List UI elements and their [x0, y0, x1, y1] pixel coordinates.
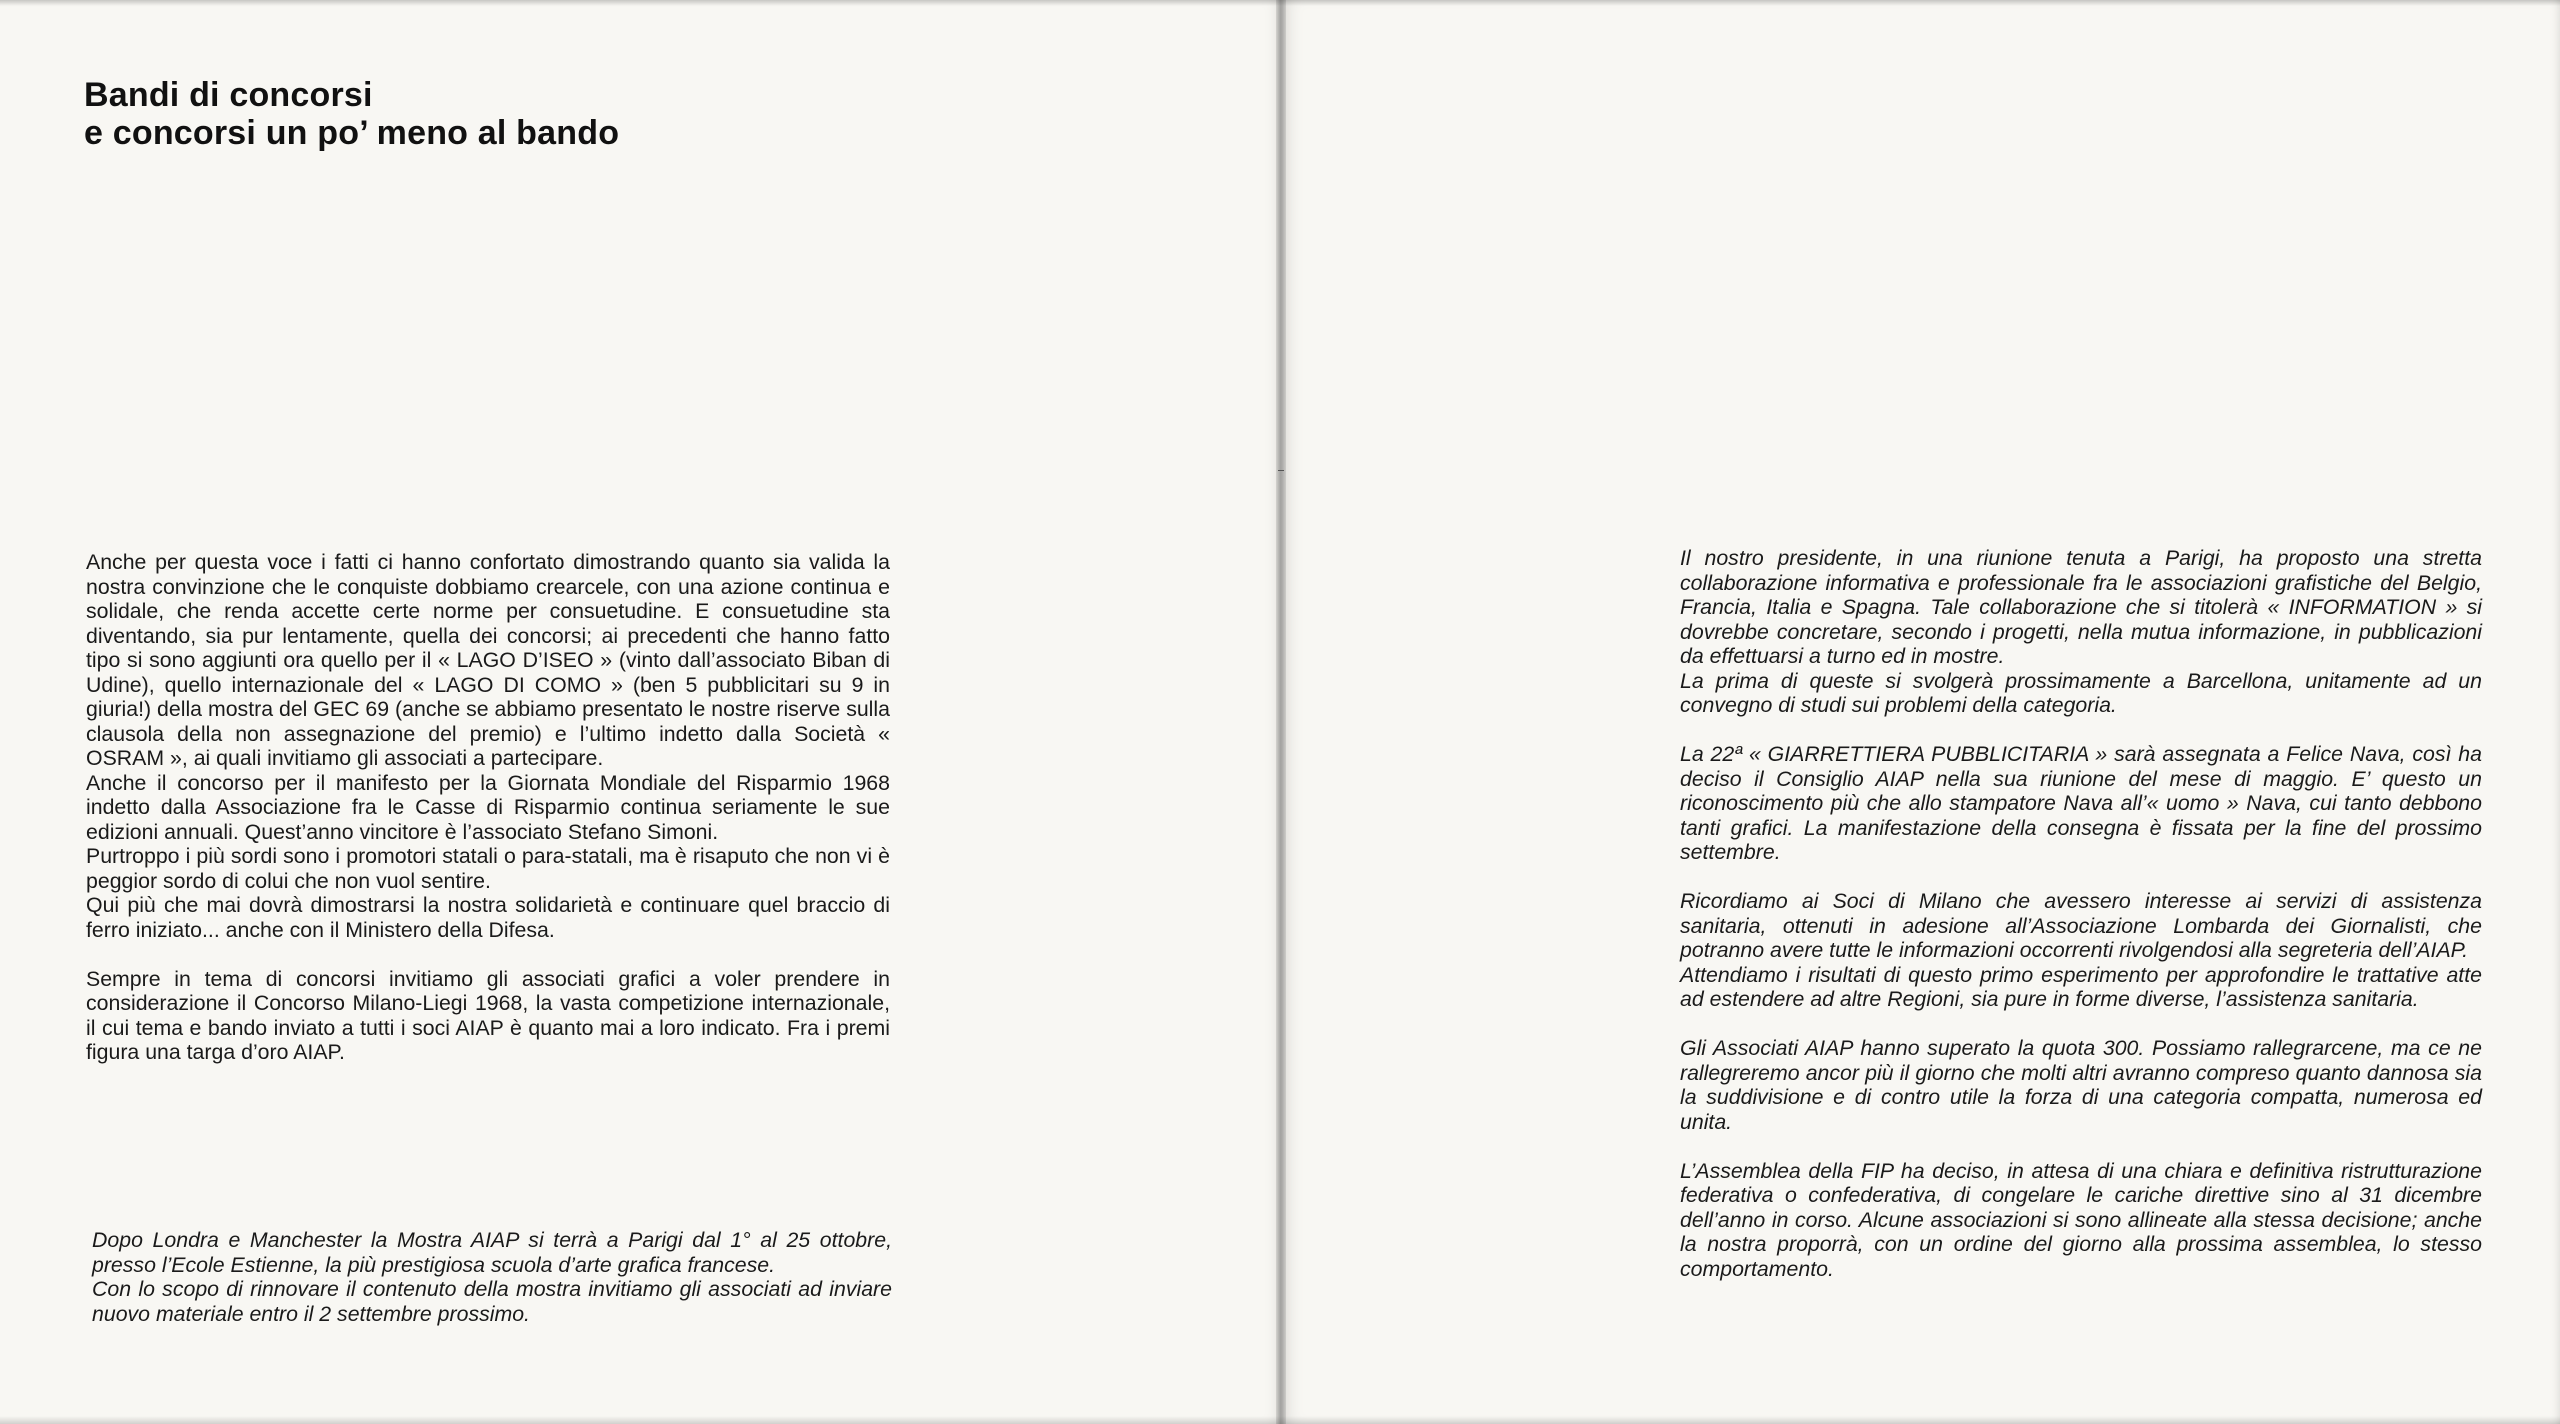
right-body-text [1680, 546, 2482, 1281]
title-line-1: Bandi di concorsi [84, 76, 373, 114]
paragraph-associati-300: Gli Associati AIAP hanno superato la quota 300. Possiamo rallegrarcene, ma ce ne rallegreremo ancor più il giorno che molti altri avranno compreso quanto dannosa sia la suddivisione e di contro utile la forza di una categoria compatta, numerosa ed unita. [1680, 1036, 2482, 1134]
paragraph-assemblea-fip: L’Assemblea della FIP ha deciso, in attesa di una chiara e definitiva ristrutturazione federativa o confederativa, di congelare le cariche direttive sino al 31 dicembre dell’anno in corso. Alcune associazioni si sono allineate alla stessa decisione; anche la nostra proporrà, con un ordine del giorno alla prossima assemblea, lo stesso comportamento. [1680, 1158, 2482, 1281]
left-body-text [86, 550, 890, 1065]
left-italic-note [92, 1228, 892, 1326]
paragraph-assistenza-sanitaria: Ricordiamo ai Soci di Milano che avessero interesse ai servizi di assistenza sanitaria, ottenuti in adesione all’Associazione Lombarda dei Giornalisti, che potranno avere tutte le informazioni occorrenti rivolgendosi alla segreteria dell’AIAP. Attendiamo i risultati di questo primo esperimento per approfondire le trattative atte ad estendere ad altre Regioni, sia pure in forme diverse, l’assistenza sanitaria. [1680, 889, 2482, 1011]
top-edge-shadow [0, 0, 2560, 6]
paragraph-milano-liegi: Sempre in tema di concorsi invitiamo gli associati grafici a voler prendere in considerazione il Concorso Milano-Liegi 1968, la vasta competizione internazionale, il cui tema e bando inviato a tutti i soci AIAP è quanto mai a loro indicato. Fra i premi figura una targa d’oro AIAP. [86, 966, 890, 1064]
page-gutter [1276, 0, 1286, 1424]
paragraph-information: Il nostro presidente, in una riunione tenuta a Parigi, ha proposto una stretta collaborazione informativa e professionale fra le associazioni grafistiche del Belgio, Francia, Italia e Spagna. Tale collaborazione che si titolerà « INFORMATION » si dovrebbe concretare, secondo i progetti, nella mutua informazione, in pubblicazioni da effettuarsi a turno ed in mostre. La prima di queste si svolgerà prossimamente a Barcellona, unitamente ad un convegno di studi sui problemi della categoria. [1680, 546, 2482, 717]
page-title [84, 76, 619, 152]
title-line-2: e concorsi un po’ meno al bando [84, 114, 620, 152]
paragraph-concorsi: Anche per questa voce i fatti ci hanno confortato dimostrando quanto sia valida la nostra convinzione che le conquiste dobbiamo crearcele, con una azione continua e solidale, che renda accette certe norme per consuetudine. E consuetudine sta diventando, sia pur lentamente, quella dei concorsi; ai precedenti che hanno fatto tipo si sono aggiunti ora quello per il « LAGO D’ISEO » (vinto dall’associato Biban di Udine), quello internazionale del « LAGO DI COMO » (ben 5 pubblicitari su 9 in giuria!) della mostra del GEC 69 (anche se abbiamo presentato le nostre riserve sulla clausola della non assegnazione del premio) e l’ultimo indetto dalla Società « OSRAM », ai quali invitiamo gli associati a partecipare. Anche il concorso per il manifesto per la Giornata Mondiale del Risparmio 1968 indetto dalla Associazione fra le Casse di Risparmio continua seriamente le sue edizioni annuali. Quest’anno vincitore è l’associato Stefano Simoni. Purtroppo i più sordi sono i promotori statali o para-statali, ma è risaputo che non vi è peggior sordo di colui che non vuol sentire. Qui più che mai dovrà dimostrarsi la nostra solidarietà e continuare quel braccio di ferro iniziato... anche con il Ministero della Difesa. [86, 550, 890, 942]
binding-mark [1278, 470, 1284, 471]
paragraph-mostra-parigi: Dopo Londra e Manchester la Mostra AIAP si terrà a Parigi dal 1° al 25 ottobre, presso l’Ecole Estienne, la più prestigiosa scuola d’arte grafica francese. Con lo scopo di rinnovare il contenuto della mostra invitiamo gli associati ad inviare nuovo materiale entro il 2 settembre prossimo. [92, 1228, 892, 1326]
bottom-edge-shadow [0, 1416, 2560, 1424]
paragraph-giarrettiera: La 22ª « GIARRETTIERA PUBBLICITARIA » sarà assegnata a Felice Nava, così ha deciso il Consiglio AIAP nella sua riunione del mese di maggio. E’ questo un riconoscimento più che allo stampatore Nava all’« uomo » Nava, cui tanto debbono tanti grafici. La manifestazione della consegna è fissata per la fine del prossimo settembre. [1680, 742, 2482, 864]
